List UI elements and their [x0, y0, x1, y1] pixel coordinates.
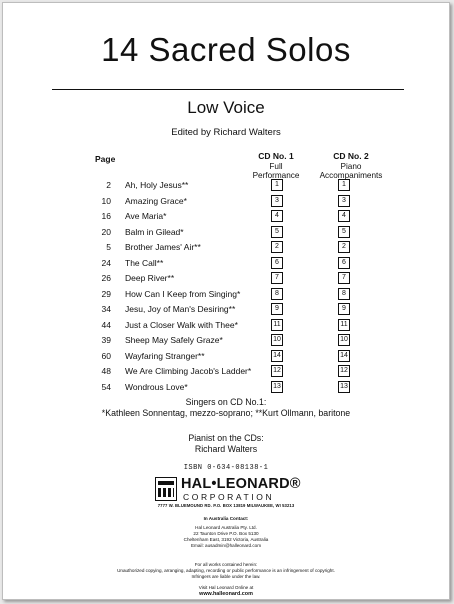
cd1-column-header — [246, 152, 306, 181]
list-item — [3, 364, 449, 380]
song-title: Just a Closer Walk with Thee* — [125, 319, 238, 330]
song-title: Wondrous Love* — [125, 381, 188, 392]
list-item — [3, 302, 449, 318]
song-page-number: 10 — [101, 195, 111, 206]
cd2-column-header — [313, 152, 389, 181]
cd1-track-number: 2 — [271, 241, 283, 253]
australia-line1: Hal Leonard Australia Pty. Ltd. — [195, 525, 257, 530]
cd1-track-number: 5 — [271, 226, 283, 238]
singers-names: *Kathleen Sonnentag, mezzo-soprano; **Kurt Ollmann, baritone — [101, 408, 351, 418]
publisher-subname: CORPORATION — [183, 492, 275, 502]
list-item — [3, 209, 449, 225]
isbn: ISBN 0-634-08138-1 — [183, 464, 269, 472]
pianist-heading: Pianist on the CDs: — [188, 433, 264, 443]
list-item — [3, 256, 449, 272]
cd1-track-number: 1 — [271, 179, 283, 191]
sheet-music-title-page — [2, 2, 450, 600]
song-page-number: 29 — [101, 288, 111, 299]
list-item — [3, 287, 449, 303]
pianist-credit — [3, 433, 449, 455]
cd2-track-number: 7 — [338, 272, 350, 284]
cd2-track-number: 11 — [338, 319, 350, 331]
list-item — [3, 380, 449, 396]
song-page-number: 60 — [101, 350, 111, 361]
song-title: How Can I Keep from Singing* — [125, 288, 241, 299]
copyright-notice — [3, 562, 449, 580]
cd2-track-number: 5 — [338, 226, 350, 238]
list-item — [3, 240, 449, 256]
book-title: 14 Sacred Solos — [101, 31, 351, 68]
website-url: www.halleonard.com — [199, 591, 253, 597]
song-title: The Call** — [125, 257, 164, 268]
song-page-number: 26 — [101, 273, 111, 283]
cd1-track-number: 9 — [271, 303, 283, 315]
cd1-track-number: 13 — [271, 381, 283, 393]
cd1-track-number: 14 — [271, 350, 283, 362]
copyright-line1: For all works contained herein: — [194, 562, 258, 567]
cd1-track-number: 12 — [271, 365, 283, 377]
cd2-track-number: 12 — [338, 365, 350, 377]
song-page-number: 16 — [101, 211, 111, 221]
song-title: Jesu, Joy of Man's Desiring** — [125, 304, 236, 314]
cd2-line2: Accompaniments — [319, 171, 383, 180]
song-title: Sheep May Safely Graze* — [125, 335, 223, 345]
cd1-track-number: 3 — [271, 195, 283, 207]
cd1-track-number: 11 — [271, 319, 283, 331]
list-item — [3, 271, 449, 287]
song-title: Amazing Grace* — [125, 195, 187, 206]
australia-contact — [3, 516, 449, 549]
cd2-track-number: 14 — [338, 350, 350, 362]
singers-credit — [3, 397, 449, 419]
cd1-track-number: 7 — [271, 272, 283, 284]
copyright-line3: Infringers are liable under the law. — [191, 574, 261, 579]
song-page-number: 2 — [106, 180, 111, 190]
cd2-title: CD No. 2 — [333, 151, 369, 161]
voice-type: Low Voice — [187, 98, 265, 117]
cd2-track-number: 6 — [338, 257, 350, 269]
publisher-name: HAL•LEONARD® — [181, 476, 301, 492]
cd2-track-number: 8 — [338, 288, 350, 300]
cd2-track-number: 4 — [338, 210, 350, 222]
song-title: Balm in Gilead* — [125, 226, 184, 237]
song-page-number: 44 — [101, 319, 111, 330]
list-item — [3, 194, 449, 210]
editor-credit: Edited by Richard Walters — [171, 127, 281, 138]
cd2-track-number: 1 — [338, 179, 350, 191]
cd1-line1: Full — [269, 161, 283, 171]
hal-leonard-emblem-icon — [155, 477, 177, 501]
list-item — [3, 178, 449, 194]
song-title: Deep River** — [125, 273, 175, 283]
hal-leonard-logo — [139, 477, 315, 503]
australia-line3: Cheltenham East, 3192 Victoria, Australia — [183, 537, 269, 542]
song-page-number: 54 — [101, 381, 111, 392]
song-title: Ave Maria* — [125, 211, 167, 221]
song-page-number: 39 — [101, 335, 111, 345]
cd2-track-number: 3 — [338, 195, 350, 207]
cd1-track-number: 8 — [271, 288, 283, 300]
song-title: Brother James' Air** — [125, 242, 201, 252]
pianist-name: Richard Walters — [194, 444, 258, 454]
song-page-number: 20 — [101, 226, 111, 237]
cd1-track-number: 4 — [271, 210, 283, 222]
cd2-track-number: 13 — [338, 381, 350, 393]
list-item — [3, 318, 449, 334]
australia-line4: Email: ausadmin@halleonard.com — [190, 543, 262, 548]
website-notice — [3, 585, 449, 597]
cd2-track-number: 10 — [338, 334, 350, 346]
australia-line2: 22 Taunton Drive P.O. Box 5130 — [193, 531, 259, 536]
song-title: Ah, Holy Jesus** — [125, 180, 189, 190]
title-rule — [52, 89, 404, 90]
cd1-line2: Performance — [252, 171, 300, 180]
website-line1: Visit Hal Leonard Online at — [198, 585, 254, 590]
cd2-line1: Piano — [340, 161, 362, 171]
song-page-number: 48 — [101, 366, 111, 376]
song-page-number: 34 — [101, 304, 111, 314]
song-page-number: 24 — [101, 257, 111, 268]
publisher-address: 7777 W. BLUEMOUND RD. P.O. BOX 13819 MILWAUKEE, WI 53213 — [157, 503, 295, 508]
list-item — [3, 349, 449, 365]
cd1-title: CD No. 1 — [258, 151, 294, 161]
list-item — [3, 333, 449, 349]
australia-heading: In Australia Contact: — [203, 516, 249, 521]
copyright-line2: Unauthorized copying, arranging, adapting, recording or public performance is an infringement of copyright. — [117, 568, 335, 573]
cd1-track-number: 10 — [271, 334, 283, 346]
list-item — [3, 225, 449, 241]
song-title: We Are Climbing Jacob's Ladder* — [125, 366, 252, 376]
cd1-track-number: 6 — [271, 257, 283, 269]
cd2-track-number: 2 — [338, 241, 350, 253]
singers-heading: Singers on CD No.1: — [185, 397, 267, 407]
cd2-track-number: 9 — [338, 303, 350, 315]
song-page-number: 5 — [106, 242, 111, 252]
page-column-header: Page — [95, 154, 116, 164]
song-title: Wayfaring Stranger** — [125, 350, 205, 361]
